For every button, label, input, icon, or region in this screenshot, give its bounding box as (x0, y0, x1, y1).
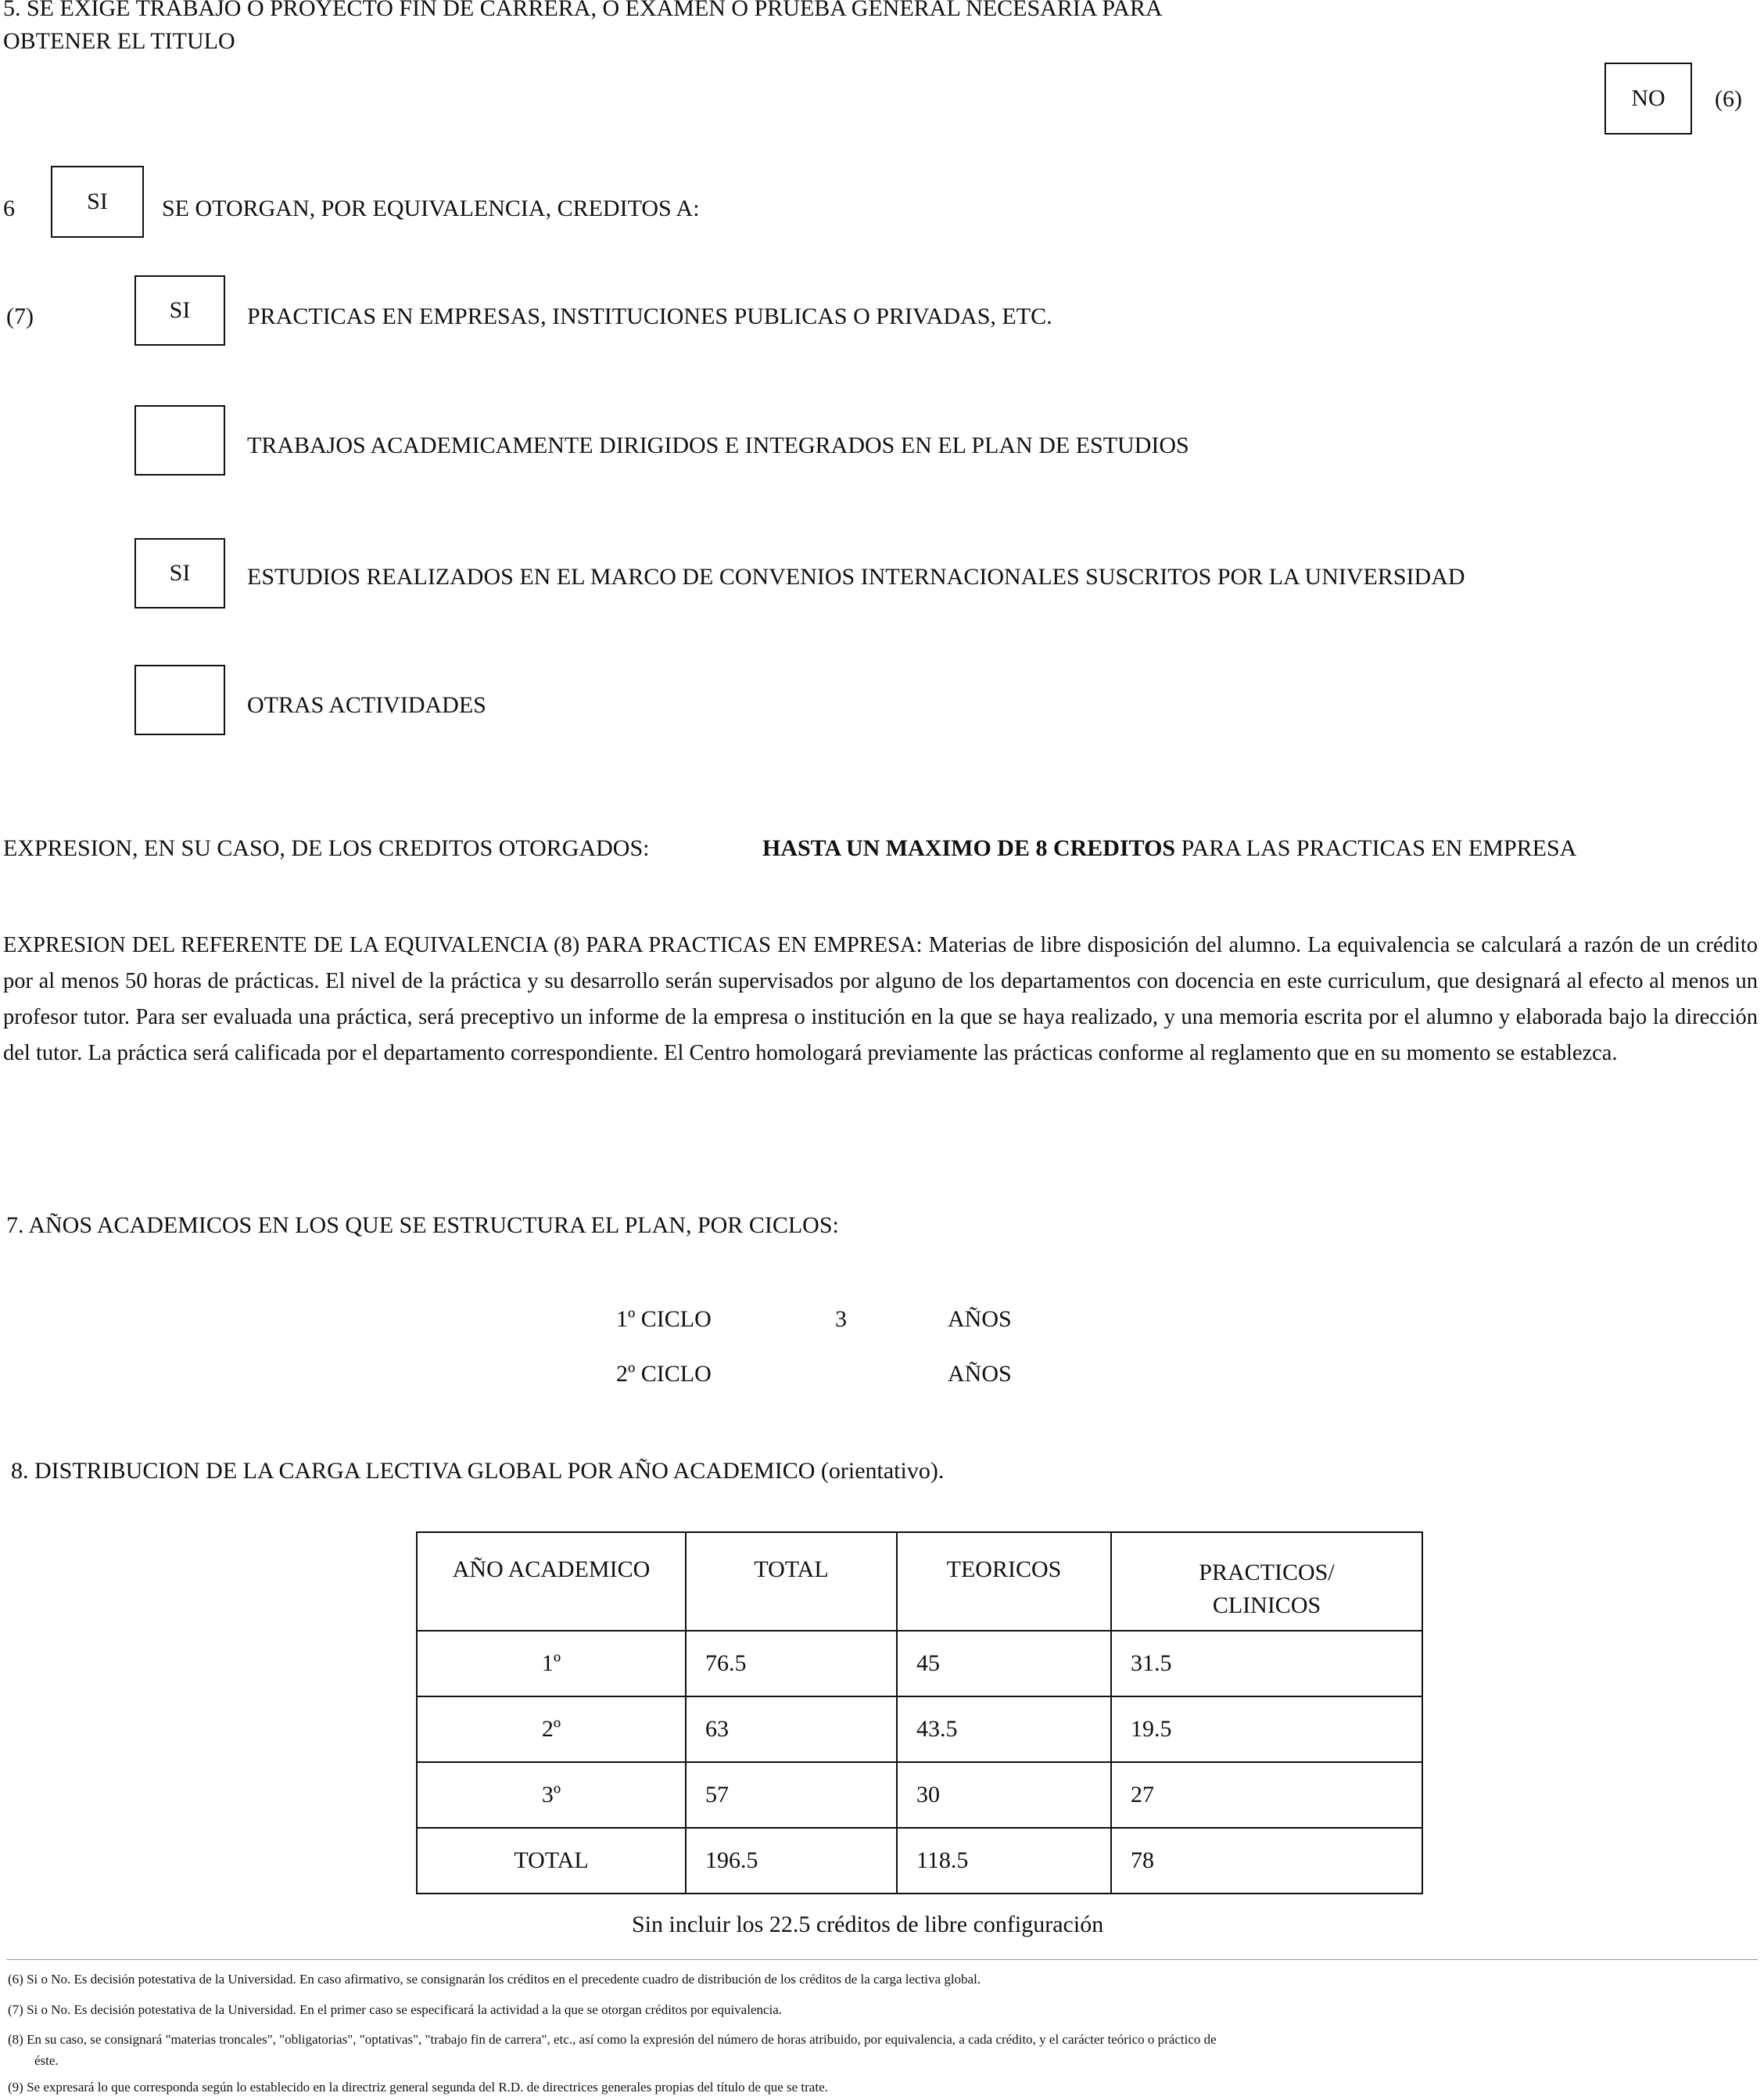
cycle1-years: 3 (835, 1306, 847, 1332)
cycle2-unit: AÑOS (948, 1361, 1012, 1387)
credits-label: EXPRESION, EN SU CASO, DE LOS CREDITOS OTORGADOS: (3, 835, 650, 861)
credits-rest: PARA LAS PRACTICAS EN EMPRESA (1175, 835, 1577, 861)
footnote-9: (9) Se expresará lo que corresponda según lo establecido en la directriz general segunda del R.D. de directrices generales propias del título de que se trate. (8, 2080, 828, 2095)
header-practicos: PRACTICOS/ CLINICOS (1111, 1532, 1422, 1631)
table-row (417, 1762, 1422, 1828)
footnote-7: (7) Si o No. Es decisión potestativa de la Universidad. En el primer caso se especificará la actividad a la que se otorgan créditos por equivalencia. (8, 2002, 783, 2017)
cycle1-unit: AÑOS (948, 1306, 1012, 1332)
item-practicas-box: SI (134, 275, 225, 346)
header-total: TOTAL (686, 1532, 897, 1631)
header-teoricos: TEORICOS (897, 1532, 1111, 1631)
cell-total: 76.5 (686, 1631, 897, 1696)
footnote-8: (8) En su caso, se consignará "materias troncales", "obligatorias", "optativas", "trabajo fin de carrera", etc., así como la expresión del número de horas atribuido, por equivalencia, a cada crédito, y el carácter teórico o práctico de (8, 2032, 1217, 2047)
cell-year: 1º (417, 1631, 686, 1696)
cell-total: 196.5 (686, 1828, 897, 1894)
section7-heading: 7. AÑOS ACADEMICOS EN LOS QUE SE ESTRUCTURA EL PLAN, POR CICLOS: (6, 1212, 839, 1238)
cell-teoricos: 30 (897, 1762, 1111, 1828)
section8-heading: 8. DISTRIBUCION DE LA CARGA LECTIVA GLOBAL POR AÑO ACADEMICO (orientativo). (11, 1458, 945, 1484)
cell-total: 57 (686, 1762, 897, 1828)
section5-answer-box: NO (1604, 63, 1692, 135)
cell-total: 63 (686, 1696, 897, 1762)
section5-heading-line1: 5. SE EXIGE TRABAJO O PROYECTO FIN DE CARRERA, O EXAMEN O PRUEBA GENERAL NECESARIA PARA (3, 0, 1163, 21)
item-otras-box (134, 665, 225, 735)
cell-practicos: 19.5 (1111, 1696, 1422, 1762)
item-convenios-label: ESTUDIOS REALIZADOS EN EL MARCO DE CONVENIOS INTERNACIONALES SUSCRITOS POR LA UNIVERSIDAD (247, 564, 1465, 590)
item-convenios-box: SI (134, 538, 225, 608)
section5-heading-line2: OBTENER EL TITULO (3, 28, 235, 54)
header-ano: AÑO ACADEMICO (417, 1532, 686, 1631)
item-practicas-label: PRACTICAS EN EMPRESAS, INSTITUCIONES PUBLICAS O PRIVADAS, ETC. (247, 303, 1052, 329)
section6-label: SE OTORGAN, POR EQUIVALENCIA, CREDITOS A: (162, 196, 700, 221)
section6-number: 6 (3, 196, 15, 221)
credits-bold: HASTA UN MAXIMO DE 8 CREDITOS (762, 835, 1176, 861)
section6-note-ref: (7) (6, 303, 34, 329)
table-row (417, 1696, 1422, 1762)
cell-year: 2º (417, 1696, 686, 1762)
referent-paragraph: EXPRESION DEL REFERENTE DE LA EQUIVALENCIA (8) PARA PRACTICAS EN EMPRESA: Materias de libre disposición del alumno. La equivalencia se calculará a razón de un crédito por al menos 50 horas de prácticas. El nivel de la práctica y su desarrollo serán supervisados por alguno de los departamentos con docencia en este curriculum, que designará al efecto al menos un profesor tutor. Para ser evaluada una práctica, será preceptivo un informe de la empresa o institución en la que se haya realizado, y una memoria escrita por el alumno y elaborada bajo la dirección del tutor. La práctica será calificada por el departamento correspondiente. El Centro homologará previamente las prácticas conforme al reglamento que en su momento se establezca. (3, 933, 1758, 1065)
cell-practicos: 78 (1111, 1828, 1422, 1894)
footnote-6: (6) Si o No. Es decisión potestativa de la Universidad. En caso afirmativo, se consignarán los créditos en el precedente cuadro de distribución de los créditos de la carga lectiva global. (8, 1972, 981, 1987)
item-otras-label: OTRAS ACTIVIDADES (247, 692, 486, 718)
item-trabajos-label: TRABAJOS ACADEMICAMENTE DIRIGIDOS E INTEGRADOS EN EL PLAN DE ESTUDIOS (247, 433, 1189, 458)
cell-teoricos: 45 (897, 1631, 1111, 1696)
cell-year: TOTAL (417, 1828, 686, 1894)
cell-practicos: 31.5 (1111, 1631, 1422, 1696)
table-row (417, 1631, 1422, 1696)
table-total-row (417, 1828, 1422, 1894)
cell-year: 3º (417, 1762, 686, 1828)
table-note: Sin incluir los 22.5 créditos de libre configuración (632, 1912, 1104, 1937)
credits-value (762, 834, 1576, 863)
cell-teoricos: 118.5 (897, 1828, 1111, 1894)
footnote-8-continuation: éste. (34, 2053, 59, 2068)
cell-practicos: 27 (1111, 1762, 1422, 1828)
section5-note-ref: (6) (1715, 86, 1742, 112)
cell-teoricos: 43.5 (897, 1696, 1111, 1762)
cycle1-label: 1º CICLO (616, 1306, 712, 1332)
table-header-row (417, 1532, 1422, 1631)
item-trabajos-box (134, 405, 225, 476)
credit-distribution-table (416, 1531, 1423, 1894)
section6-answer-box: SI (51, 166, 144, 238)
cycle2-label: 2º CICLO (616, 1361, 712, 1387)
footnote-divider (6, 1959, 1758, 1960)
